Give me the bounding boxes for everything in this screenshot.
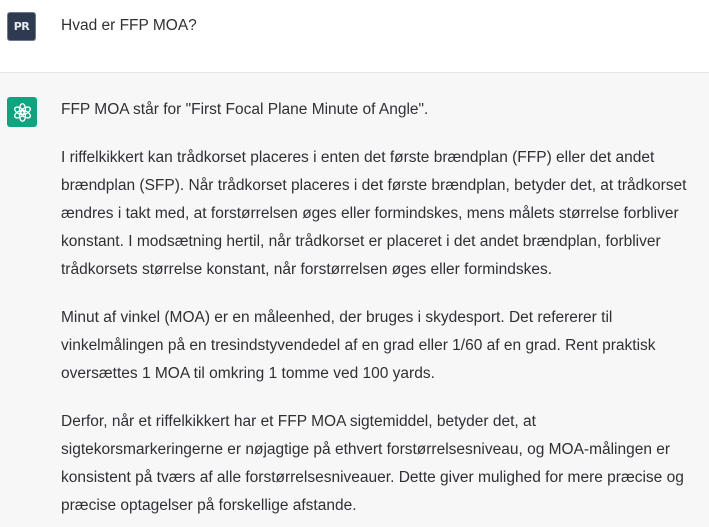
user-message-text: Hvad er FFP MOA?: [61, 17, 197, 34]
text-line: præcise optagelser på forskellige afstande.: [61, 497, 357, 514]
text-line: konsistent på tværs af alle forstørrelsesniveauer. Dette giver mulighed for mere præcise og: [61, 469, 684, 486]
text-line: FFP MOA står for "First Focal Plane Minute of Angle".: [61, 101, 429, 118]
user-avatar: [7, 12, 36, 41]
text-line: Derfor, når et riffelkikkert har et FFP MOA sigtemiddel, betyder det, at: [61, 413, 536, 430]
text-line: vinkelmålingen på en tresindstyvendedel af en grad eller 1/60 af en grad. Rent praktisk: [61, 337, 656, 354]
assistant-message-row: [0, 73, 709, 527]
assistant-message-text: [61, 96, 706, 520]
assistant-avatar: [7, 97, 37, 127]
user-avatar-initials: PR: [13, 20, 30, 33]
text-line: trådkorsets størrelse konstant, når forstørrelsen øges eller formindskes.: [61, 261, 552, 278]
text-line: Minut af vinkel (MOA) er en måleenhed, der bruges i skydesport. Det refererer til: [61, 309, 613, 326]
text-line: ændres i takt med, at forstørrelsen øges eller formindskes, mens målets størrelse forbliver: [61, 205, 679, 222]
text-line: oversættes 1 MOA til omkring 1 tomme ved 100 yards.: [61, 365, 435, 382]
answer-paragraph-2: [61, 144, 706, 284]
answer-paragraph-3: [61, 304, 706, 388]
text-line: konstant. I modsætning hertil, når trådkorset er placeret i det andet brændplan, forbliver: [61, 233, 661, 250]
openai-logo-icon: [12, 102, 33, 123]
text-line: I riffelkikkert kan trådkorset placeres i enten det første brændplan (FFP) eller det andet: [61, 149, 655, 166]
answer-paragraph-4: [61, 408, 706, 520]
answer-paragraph-1: [61, 96, 706, 124]
text-line: brændplan (SFP). Når trådkorset placeres i det første brændplan, betyder det, at trådkorset: [61, 177, 687, 194]
user-message-row: [0, 0, 709, 73]
text-line: sigtekorsmarkeringerne er nøjagtige på ethvert forstørrelsesniveau, og MOA-målingen er: [61, 441, 671, 458]
